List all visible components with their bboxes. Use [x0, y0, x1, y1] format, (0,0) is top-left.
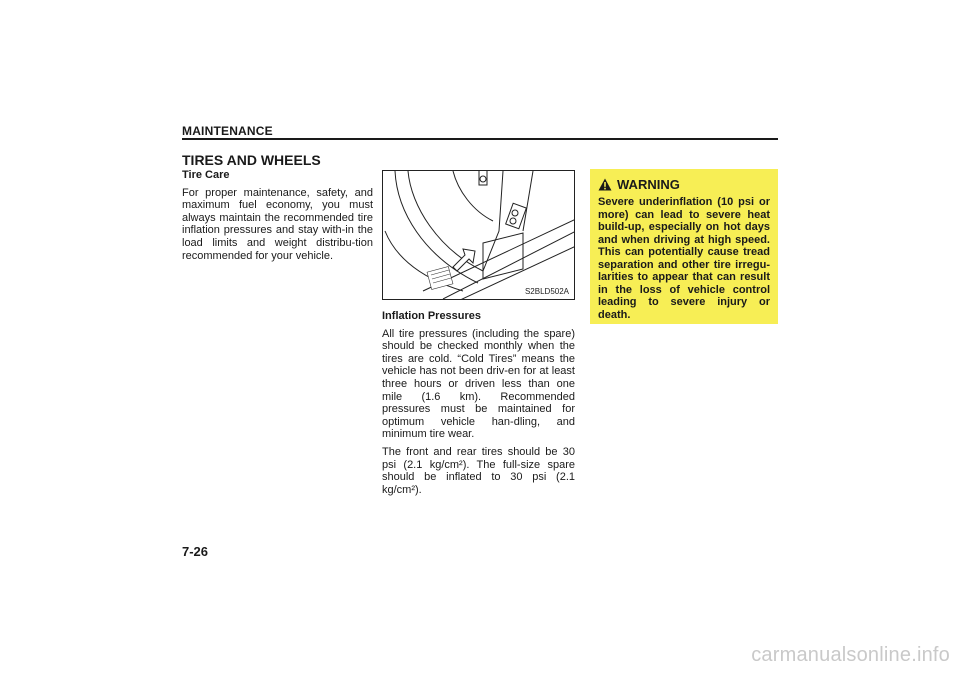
warning-header [598, 177, 770, 192]
warning-title: WARNING [617, 177, 680, 192]
tire-care-heading: Tire Care [182, 169, 230, 181]
door-placard-illustration [382, 170, 575, 300]
watermark: carmanualsonline.info [751, 644, 950, 666]
warning-triangle-icon [598, 178, 612, 191]
door-jamb-drawing [383, 171, 575, 300]
section-header: MAINTENANCE [182, 124, 273, 138]
inflation-column [382, 310, 575, 501]
warning-text: Severe underinflation (10 psi or more) can lead to severe heat build-up, especially on hot days and when driving at high speed. This can potentially cause tread separation and other tire irregu-larities to appear that can result in the loss of vehicle control leading to severe injury or death. [598, 196, 770, 321]
page-number: 7-26 [182, 544, 209, 559]
page-title: TIRES AND WHEELS [182, 152, 321, 168]
header-divider [182, 138, 778, 140]
inflation-heading: Inflation Pressures [382, 310, 482, 322]
inflation-text-2: The front and rear tires should be 30 psi (2.1 kg/cm²). The full-size spare should be inflated to 30 psi (2.1 kg/cm²). [382, 445, 575, 496]
inflation-text-1: All tire pressures (including the spare) should be checked monthly when the tires are cold. “Cold Tires” means the vehicle has not been driv-en for at least three hours or driven less than one mile (1.6 km). Recommended pressures must be maintained for optimum vehicle han-dling, and minimum tire wear. [382, 327, 575, 441]
warning-box [590, 169, 778, 324]
figure-caption: S2BLD502A [524, 287, 569, 296]
tire-care-column [182, 169, 373, 267]
tire-care-text: For proper maintenance, safety, and maximum fuel economy, you must always maintain the recommended tire inflation pressures and stay with-in the load limits and weight distribu-tion recommended for your vehicle. [182, 186, 373, 262]
